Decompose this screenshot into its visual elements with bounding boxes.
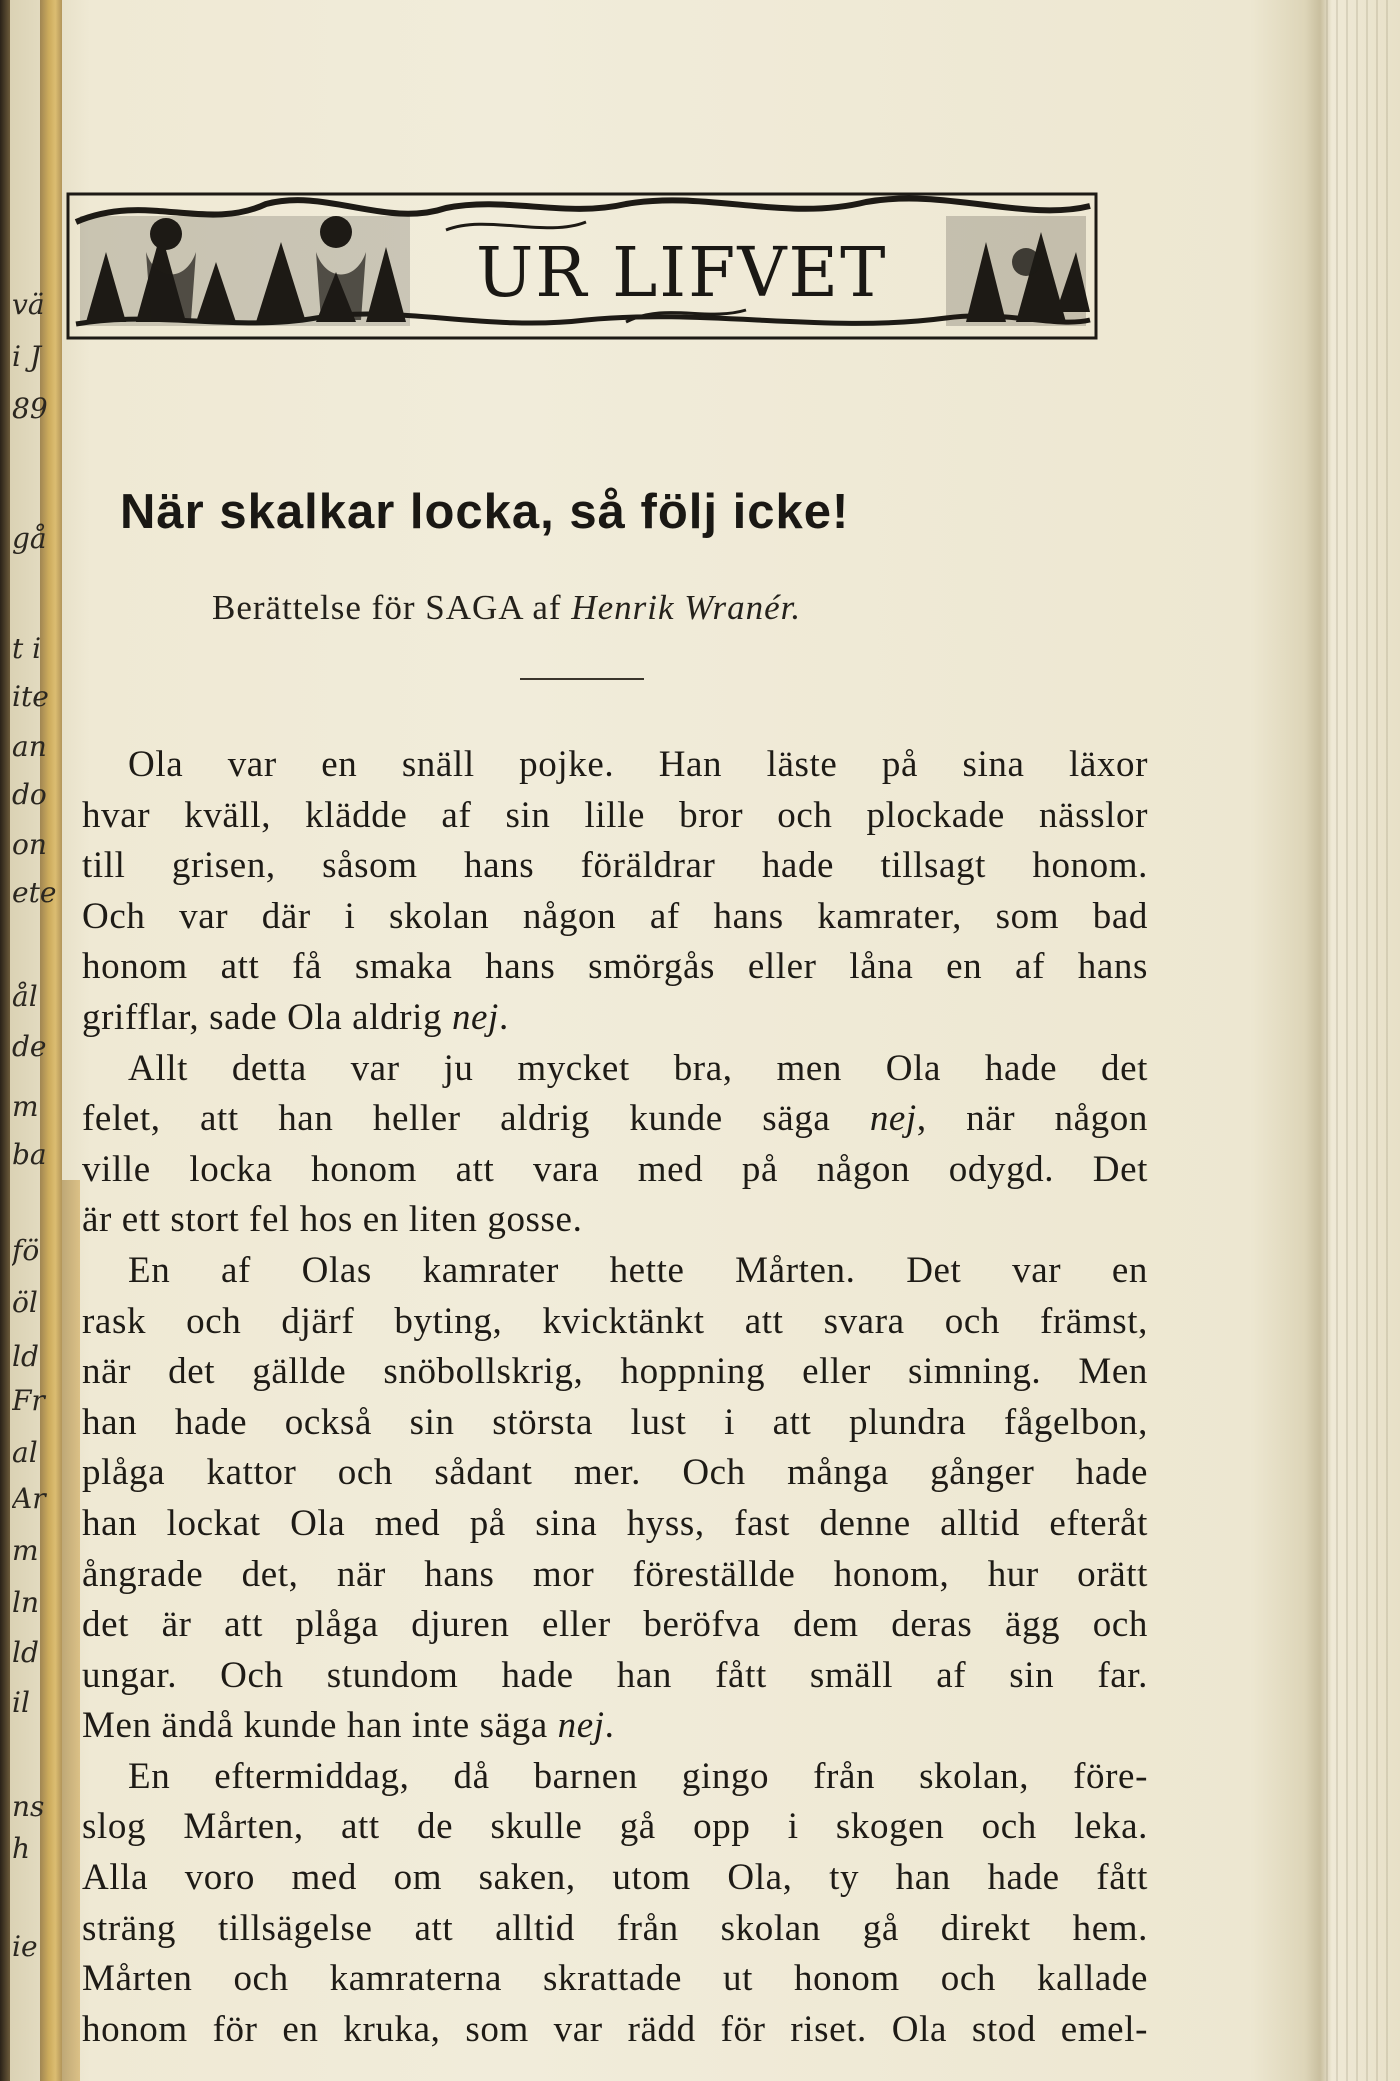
text-line: slog Mårten, att de skulle gå opp i skogen och leka. xyxy=(82,1806,1148,1848)
previous-page-fragment: t i xyxy=(12,632,42,665)
previous-page-fragment: ba xyxy=(12,1138,47,1171)
previous-page-fragment: 89 xyxy=(12,392,48,425)
story-title: När skalkar locka, så följ icke! xyxy=(120,485,850,539)
text-line: Och var där i skolan någon af hans kamrater, som bad xyxy=(82,895,1148,937)
header-ornament xyxy=(66,192,1098,340)
previous-page-fragment: on xyxy=(12,828,47,861)
text-line: hvar kväll, klädde af sin lille bror och plockade nässlor xyxy=(82,794,1148,836)
byline-author: Henrik Wranér. xyxy=(571,588,802,627)
previous-page-fragment: vä xyxy=(12,288,45,321)
previous-page-fragment: ln xyxy=(12,1586,39,1619)
text-line: han lockat Ola med på sina hyss, fast denne alltid efteråt xyxy=(82,1502,1148,1544)
text-line: Mårten och kamraterna skrattade ut honom och kallade xyxy=(82,1958,1148,2000)
previous-page-fragment: il xyxy=(12,1686,30,1719)
previous-page-fragment: Ar xyxy=(12,1482,46,1515)
previous-page-fragment: ie xyxy=(12,1930,38,1963)
text-line: En eftermiddag, då barnen gingo från skolan, före- xyxy=(128,1755,1148,1797)
previous-page-fragment: öl xyxy=(12,1286,38,1319)
text-line: till grisen, såsom hans föräldrar hade tillsagt honom. xyxy=(82,845,1148,887)
previous-page-fragment: ns xyxy=(12,1790,45,1823)
byline-prefix: Berättelse för SAGA af xyxy=(212,588,572,627)
text-line: det är att plåga djuren eller beröfva dem deras ägg och xyxy=(82,1604,1148,1646)
divider-rule xyxy=(520,678,644,680)
previous-page-fragment: Fr xyxy=(12,1384,45,1417)
text-line: Allt detta var ju mycket bra, men Ola hade det xyxy=(128,1047,1148,1089)
story-body xyxy=(82,740,1148,2055)
text-line: när det gällde snöbollskrig, hoppning eller simning. Men xyxy=(82,1351,1148,1393)
text-line: honom för en kruka, som var rädd för riset. Ola stod emel- xyxy=(82,2008,1148,2050)
text-line: ångrade det, när hans mor föreställde honom, hur orätt xyxy=(82,1553,1148,1595)
text-line: grifflar, sade Ola aldrig nej. xyxy=(82,996,509,1038)
previous-page-fragment: al xyxy=(12,1436,38,1469)
previous-page-fragment: ål xyxy=(12,980,38,1013)
previous-page-fragment: ete xyxy=(12,876,57,909)
text-line: han hade också sin största lust i att plundra fågelbon, xyxy=(82,1401,1148,1443)
previous-page-fragment: ld xyxy=(12,1636,39,1669)
previous-page-fragment: do xyxy=(12,778,47,811)
book-spine-shadow xyxy=(0,0,10,2081)
previous-page-fragment: m xyxy=(12,1090,39,1123)
previous-page-fragment: i J xyxy=(12,340,42,373)
previous-page-fragment: ite xyxy=(12,680,49,713)
previous-page-fragment: h xyxy=(12,1832,31,1865)
page-edges xyxy=(1318,0,1388,2081)
text-line: honom att få smaka hans smörgås eller låna en af hans xyxy=(82,946,1148,988)
byline xyxy=(212,588,1112,628)
text-line: En af Olas kamrater hette Mårten. Det var en xyxy=(128,1249,1148,1291)
text-line: felet, att han heller aldrig kunde säga nej, när någon xyxy=(82,1098,1148,1140)
previous-page-fragment: fö xyxy=(12,1234,40,1267)
text-line: Alla voro med om saken, utom Ola, ty han hade fått xyxy=(82,1857,1148,1899)
text-line: Ola var en snäll pojke. Han läste på sina läxor xyxy=(128,744,1148,785)
previous-page-fragment: gå xyxy=(12,522,47,555)
text-line: rask och djärf byting, kvicktänkt att svara och främst, xyxy=(82,1300,1148,1342)
previous-page-fragment: ld xyxy=(12,1340,39,1373)
text-line: Men ändå kunde han inte säga nej. xyxy=(82,1705,615,1747)
text-line: ville locka honom att vara med på någon odygd. Det xyxy=(82,1148,1148,1190)
previous-page-fragment: an xyxy=(12,730,47,763)
previous-page-fragment: m xyxy=(12,1534,39,1567)
text-line: är ett stort fel hos en liten gosse. xyxy=(82,1199,583,1241)
text-line: sträng tillsägelse att alltid från skolan gå direkt hem. xyxy=(82,1907,1148,1949)
previous-page-fragment: de xyxy=(12,1030,47,1063)
text-line: plåga kattor och sådant mer. Och många gånger hade xyxy=(82,1452,1148,1494)
text-line: ungar. Och stundom hade han fått smäll af sin far. xyxy=(82,1654,1148,1696)
section-title: UR LIFVET xyxy=(476,234,888,313)
